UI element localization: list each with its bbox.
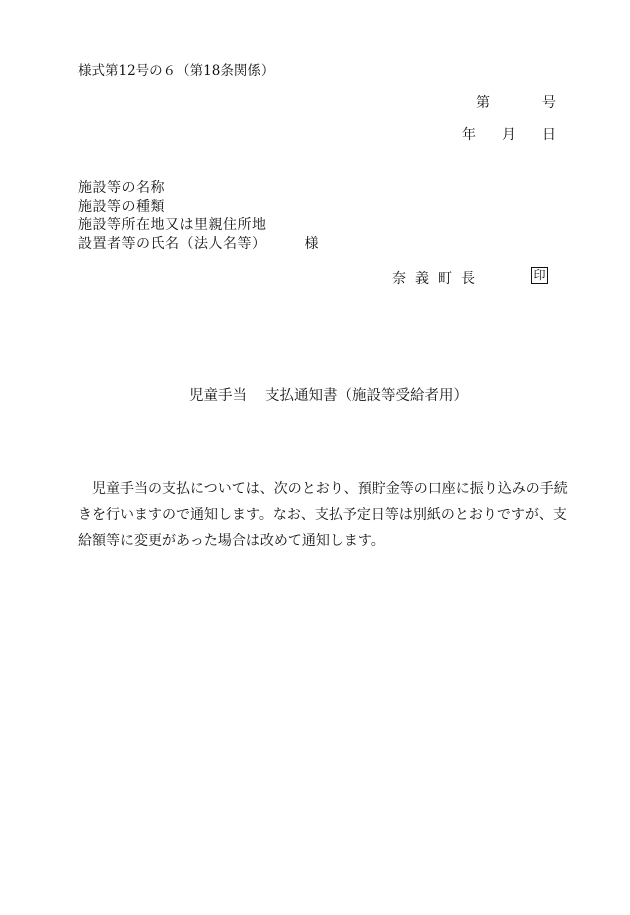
number-suffix: 号 [542,95,556,111]
date-year: 年 [462,127,476,143]
date-day: 日 [542,127,556,143]
date-month: 月 [502,127,516,143]
body-paragraph [78,476,568,554]
document-date [462,124,556,144]
seal-stamp: 印 [531,267,548,284]
founder-name-label: 設置者等の氏名（法人名等） [78,235,267,252]
document-number [476,92,556,112]
title-part-1: 児童手当 [189,388,247,404]
facility-address-label: 施設等所在地又は里親住所地 [78,217,267,233]
issuer-title: 奈義町長 [392,271,484,287]
facility-name-label: 施設等の名称 [78,180,165,196]
title-part-2: 支払通知書（施設等受給者用） [265,388,468,404]
document-title [189,384,468,405]
number-prefix: 第 [476,95,490,111]
body-text: 児童手当の支払については、次のとおり、預貯金等の口座に振り込みの手続きを行いますので通知します。なお、支払予定日等は別紙のとおりですが、支給額等に変更があった場合は改めて通知します。 [78,481,568,549]
facility-type-label: 施設等の種類 [78,198,165,215]
founder-name-line [78,235,319,254]
form-number: 様式第12号の６（第18条関係） [78,63,275,79]
addressee-block [78,179,319,253]
honorific: 様 [304,235,319,252]
